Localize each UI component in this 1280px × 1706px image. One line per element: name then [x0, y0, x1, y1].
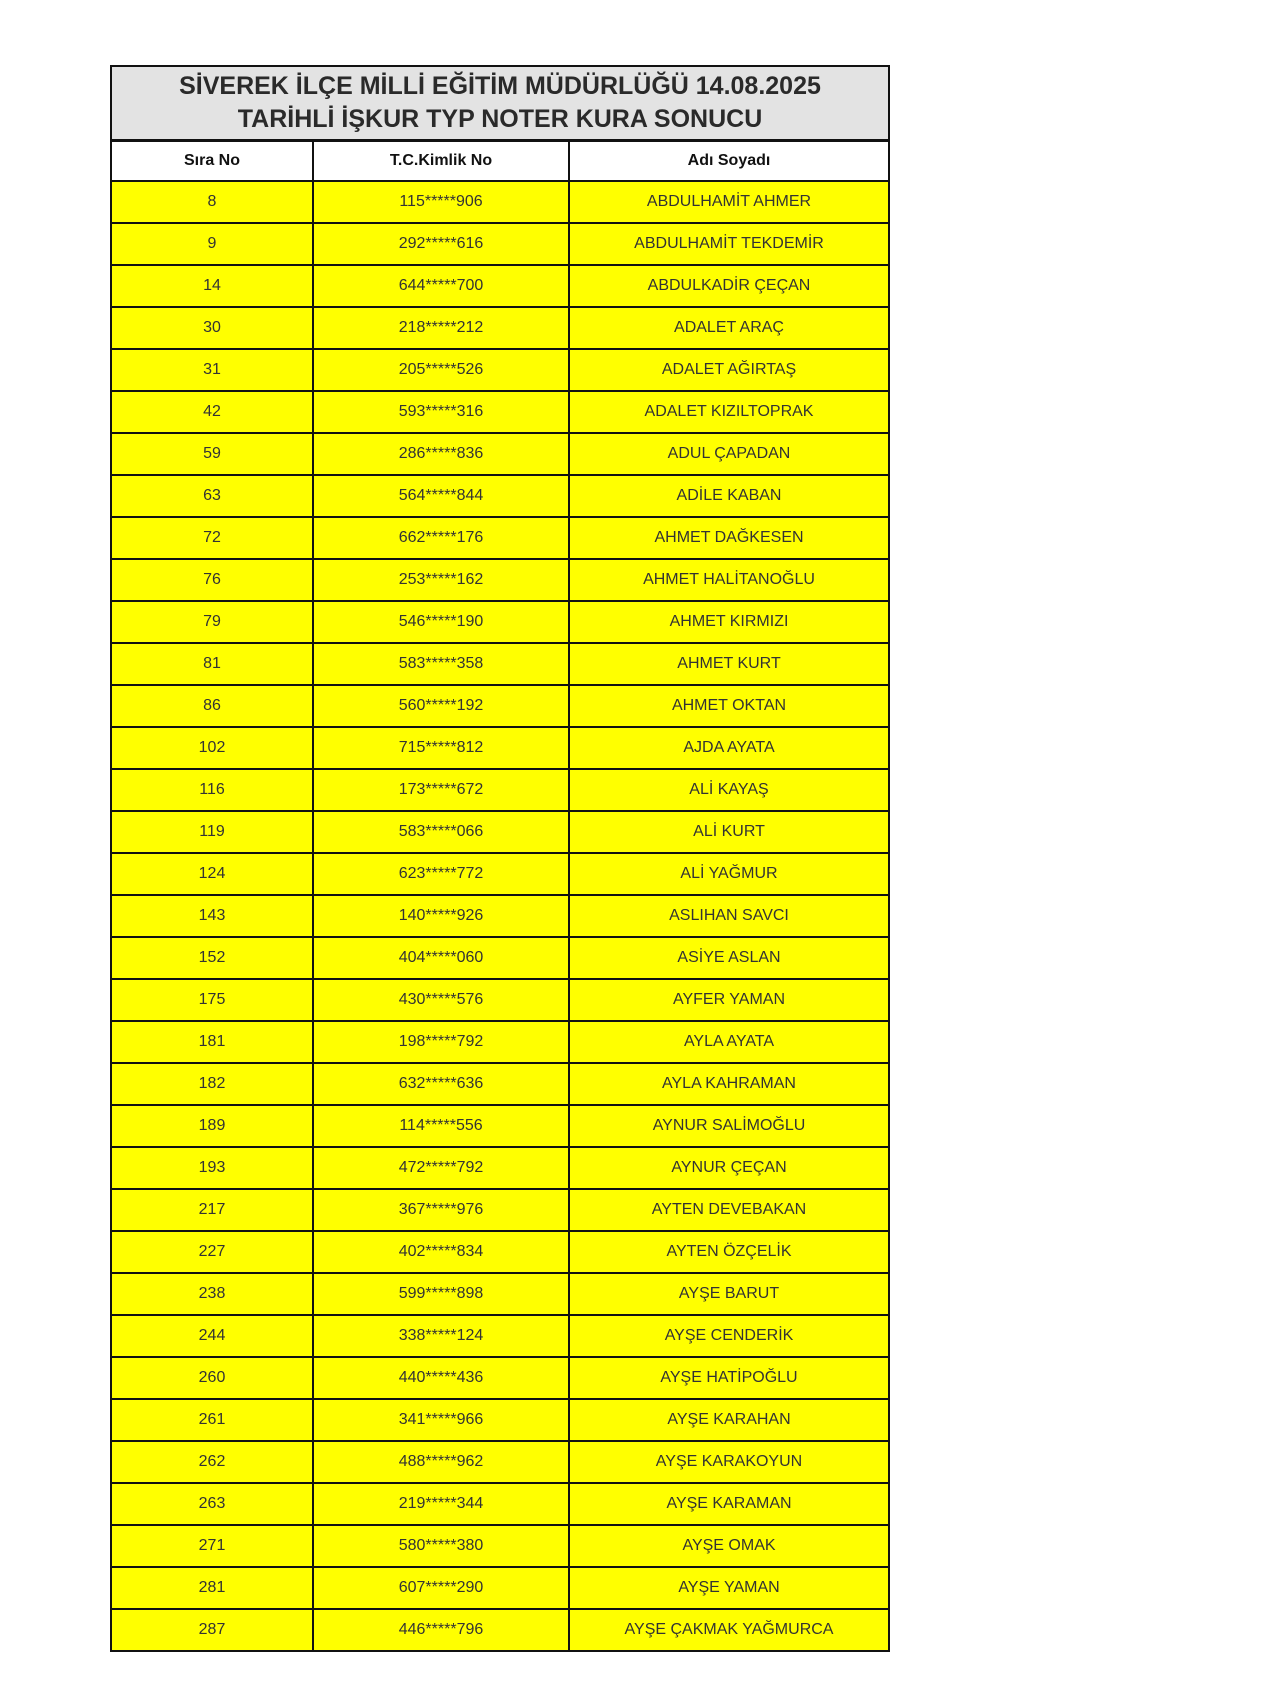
cell-tc-kimlik-no: 198*****792 — [313, 1021, 569, 1063]
table-row — [111, 1105, 889, 1147]
cell-adi-soyadi: AHMET KIRMIZI — [569, 601, 889, 643]
table-row — [111, 223, 889, 265]
cell-tc-kimlik-no: 488*****962 — [313, 1441, 569, 1483]
table-row — [111, 1525, 889, 1567]
cell-adi-soyadi: AHMET KURT — [569, 643, 889, 685]
table-row — [111, 475, 889, 517]
cell-tc-kimlik-no: 580*****380 — [313, 1525, 569, 1567]
title-row — [111, 66, 889, 141]
table-row — [111, 1357, 889, 1399]
cell-sira-no: 189 — [111, 1105, 313, 1147]
cell-adi-soyadi: ASİYE ASLAN — [569, 937, 889, 979]
cell-tc-kimlik-no: 115*****906 — [313, 181, 569, 223]
cell-sira-no: 116 — [111, 769, 313, 811]
cell-sira-no: 217 — [111, 1189, 313, 1231]
cell-sira-no: 31 — [111, 349, 313, 391]
cell-tc-kimlik-no: 632*****636 — [313, 1063, 569, 1105]
table-row — [111, 1483, 889, 1525]
cell-adi-soyadi: AYNUR ÇEÇAN — [569, 1147, 889, 1189]
cell-tc-kimlik-no: 404*****060 — [313, 937, 569, 979]
cell-adi-soyadi: AYLA AYATA — [569, 1021, 889, 1063]
cell-tc-kimlik-no: 253*****162 — [313, 559, 569, 601]
table-row — [111, 853, 889, 895]
cell-adi-soyadi: AYŞE BARUT — [569, 1273, 889, 1315]
cell-sira-no: 79 — [111, 601, 313, 643]
cell-adi-soyadi: AHMET OKTAN — [569, 685, 889, 727]
table-row — [111, 811, 889, 853]
cell-sira-no: 281 — [111, 1567, 313, 1609]
cell-sira-no: 143 — [111, 895, 313, 937]
table-row — [111, 349, 889, 391]
cell-sira-no: 227 — [111, 1231, 313, 1273]
title-line-1: SİVEREK İLÇE MİLLİ EĞİTİM MÜDÜRLÜĞÜ 14.08.2025 — [179, 72, 821, 100]
header-row — [111, 141, 889, 182]
cell-tc-kimlik-no: 341*****966 — [313, 1399, 569, 1441]
table-body — [111, 181, 889, 1651]
cell-adi-soyadi: AYFER YAMAN — [569, 979, 889, 1021]
cell-tc-kimlik-no: 662*****176 — [313, 517, 569, 559]
cell-adi-soyadi: AYŞE KARAHAN — [569, 1399, 889, 1441]
cell-sira-no: 287 — [111, 1609, 313, 1651]
cell-tc-kimlik-no: 219*****344 — [313, 1483, 569, 1525]
cell-sira-no: 262 — [111, 1441, 313, 1483]
cell-sira-no: 260 — [111, 1357, 313, 1399]
cell-sira-no: 175 — [111, 979, 313, 1021]
cell-sira-no: 182 — [111, 1063, 313, 1105]
cell-adi-soyadi: ADUL ÇAPADAN — [569, 433, 889, 475]
table-row — [111, 265, 889, 307]
table-row — [111, 1147, 889, 1189]
cell-sira-no: 30 — [111, 307, 313, 349]
table-row — [111, 391, 889, 433]
cell-adi-soyadi: ADİLE KABAN — [569, 475, 889, 517]
cell-sira-no: 76 — [111, 559, 313, 601]
table-row — [111, 643, 889, 685]
title-line-2: TARİHLİ İŞKUR TYP NOTER KURA SONUCU — [237, 105, 763, 133]
cell-sira-no: 152 — [111, 937, 313, 979]
cell-adi-soyadi: AYŞE KARAKOYUN — [569, 1441, 889, 1483]
cell-sira-no: 72 — [111, 517, 313, 559]
table-row — [111, 559, 889, 601]
cell-sira-no: 181 — [111, 1021, 313, 1063]
table-row — [111, 895, 889, 937]
table-row — [111, 979, 889, 1021]
cell-adi-soyadi: AYŞE KARAMAN — [569, 1483, 889, 1525]
cell-adi-soyadi: AYŞE CENDERİK — [569, 1315, 889, 1357]
table-row — [111, 1567, 889, 1609]
cell-sira-no: 193 — [111, 1147, 313, 1189]
cell-tc-kimlik-no: 367*****976 — [313, 1189, 569, 1231]
cell-adi-soyadi: ABDULHAMİT AHMER — [569, 181, 889, 223]
cell-adi-soyadi: AYŞE HATİPOĞLU — [569, 1357, 889, 1399]
table-row — [111, 517, 889, 559]
table-row — [111, 1231, 889, 1273]
cell-tc-kimlik-no: 715*****812 — [313, 727, 569, 769]
cell-tc-kimlik-no: 218*****212 — [313, 307, 569, 349]
cell-tc-kimlik-no: 402*****834 — [313, 1231, 569, 1273]
cell-sira-no: 244 — [111, 1315, 313, 1357]
cell-tc-kimlik-no: 440*****436 — [313, 1357, 569, 1399]
cell-tc-kimlik-no: 472*****792 — [313, 1147, 569, 1189]
cell-tc-kimlik-no: 546*****190 — [313, 601, 569, 643]
cell-adi-soyadi: ADALET ARAÇ — [569, 307, 889, 349]
cell-tc-kimlik-no: 593*****316 — [313, 391, 569, 433]
table-row — [111, 1399, 889, 1441]
cell-tc-kimlik-no: 140*****926 — [313, 895, 569, 937]
cell-sira-no: 271 — [111, 1525, 313, 1567]
table-row — [111, 1609, 889, 1651]
cell-sira-no: 102 — [111, 727, 313, 769]
table-row — [111, 1063, 889, 1105]
cell-tc-kimlik-no: 173*****672 — [313, 769, 569, 811]
cell-tc-kimlik-no: 599*****898 — [313, 1273, 569, 1315]
cell-tc-kimlik-no: 430*****576 — [313, 979, 569, 1021]
table-row — [111, 1021, 889, 1063]
cell-adi-soyadi: AYŞE YAMAN — [569, 1567, 889, 1609]
cell-adi-soyadi: AHMET DAĞKESEN — [569, 517, 889, 559]
column-header-adi-soyadi: Adı Soyadı — [569, 141, 889, 182]
cell-tc-kimlik-no: 114*****556 — [313, 1105, 569, 1147]
cell-adi-soyadi: AYNUR SALİMOĞLU — [569, 1105, 889, 1147]
cell-tc-kimlik-no: 623*****772 — [313, 853, 569, 895]
document-title — [111, 66, 889, 141]
cell-tc-kimlik-no: 607*****290 — [313, 1567, 569, 1609]
cell-adi-soyadi: AYŞE OMAK — [569, 1525, 889, 1567]
lottery-results-table — [110, 65, 890, 1652]
cell-adi-soyadi: ASLIHAN SAVCI — [569, 895, 889, 937]
table-row — [111, 1441, 889, 1483]
cell-adi-soyadi: AYLA KAHRAMAN — [569, 1063, 889, 1105]
cell-adi-soyadi: AHMET HALİTANOĞLU — [569, 559, 889, 601]
cell-tc-kimlik-no: 583*****066 — [313, 811, 569, 853]
cell-sira-no: 124 — [111, 853, 313, 895]
cell-sira-no: 8 — [111, 181, 313, 223]
cell-tc-kimlik-no: 560*****192 — [313, 685, 569, 727]
cell-adi-soyadi: ABDULKADİR ÇEÇAN — [569, 265, 889, 307]
cell-sira-no: 261 — [111, 1399, 313, 1441]
cell-tc-kimlik-no: 446*****796 — [313, 1609, 569, 1651]
cell-tc-kimlik-no: 564*****844 — [313, 475, 569, 517]
cell-tc-kimlik-no: 338*****124 — [313, 1315, 569, 1357]
table-row — [111, 1189, 889, 1231]
cell-adi-soyadi: ALİ KAYAŞ — [569, 769, 889, 811]
cell-adi-soyadi: AYTEN DEVEBAKAN — [569, 1189, 889, 1231]
cell-tc-kimlik-no: 292*****616 — [313, 223, 569, 265]
cell-sira-no: 86 — [111, 685, 313, 727]
cell-adi-soyadi: ADALET KIZILTOPRAK — [569, 391, 889, 433]
table-row — [111, 769, 889, 811]
table-row — [111, 307, 889, 349]
cell-tc-kimlik-no: 286*****836 — [313, 433, 569, 475]
cell-tc-kimlik-no: 644*****700 — [313, 265, 569, 307]
cell-sira-no: 14 — [111, 265, 313, 307]
cell-adi-soyadi: ADALET AĞIRTAŞ — [569, 349, 889, 391]
cell-adi-soyadi: AJDA AYATA — [569, 727, 889, 769]
cell-tc-kimlik-no: 205*****526 — [313, 349, 569, 391]
cell-adi-soyadi: ABDULHAMİT TEKDEMİR — [569, 223, 889, 265]
cell-sira-no: 63 — [111, 475, 313, 517]
cell-sira-no: 42 — [111, 391, 313, 433]
table-row — [111, 727, 889, 769]
cell-sira-no: 263 — [111, 1483, 313, 1525]
cell-sira-no: 59 — [111, 433, 313, 475]
cell-tc-kimlik-no: 583*****358 — [313, 643, 569, 685]
cell-adi-soyadi: ALİ KURT — [569, 811, 889, 853]
document-sheet — [110, 65, 888, 1652]
cell-adi-soyadi: ALİ YAĞMUR — [569, 853, 889, 895]
cell-sira-no: 119 — [111, 811, 313, 853]
cell-adi-soyadi: AYTEN ÖZÇELİK — [569, 1231, 889, 1273]
table-row — [111, 601, 889, 643]
table-row — [111, 181, 889, 223]
cell-adi-soyadi: AYŞE ÇAKMAK YAĞMURCA — [569, 1609, 889, 1651]
cell-sira-no: 238 — [111, 1273, 313, 1315]
table-row — [111, 1315, 889, 1357]
cell-sira-no: 81 — [111, 643, 313, 685]
table-row — [111, 1273, 889, 1315]
column-header-sira-no: Sıra No — [111, 141, 313, 182]
table-row — [111, 433, 889, 475]
table-row — [111, 685, 889, 727]
column-header-tc-kimlik-no: T.C.Kimlik No — [313, 141, 569, 182]
table-row — [111, 937, 889, 979]
cell-sira-no: 9 — [111, 223, 313, 265]
